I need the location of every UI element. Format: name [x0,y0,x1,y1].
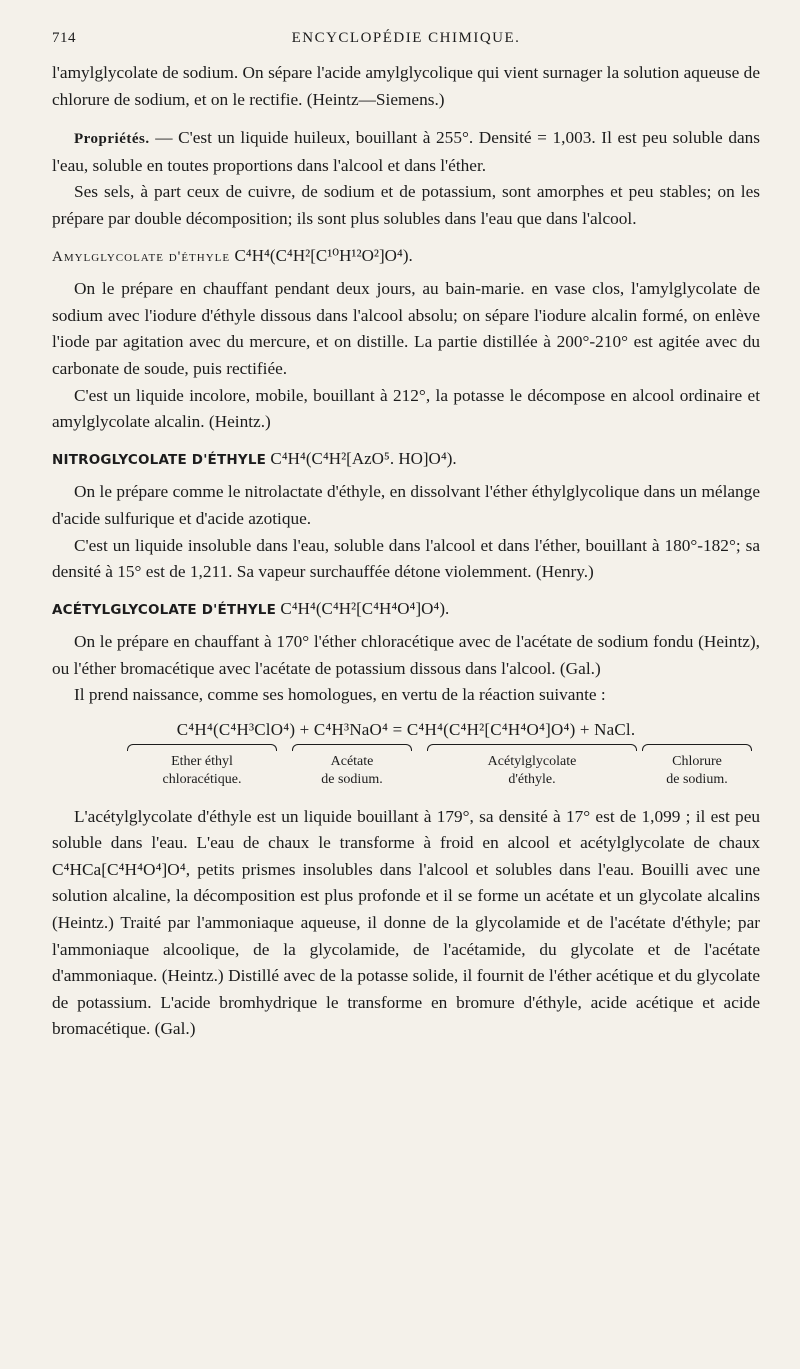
label-line: de sodium. [321,771,383,787]
product-label [427,744,637,789]
paragraph: On le prépare en chauffant pendant deux jours, au bain-marie. en vase clos, l'amylglycolate de sodium avec l'iodure d'éthyle dissous dans l'alcool absolu; on sépare l'iodure alcalin formé, on enlève l'iode par agitation avec du mercure, et on distille. La partie distillée à 200°-210° est agitée avec du carbonate de soude, puis rectifiée. [52,279,760,378]
label-line: d'éthyle. [508,771,556,787]
heading-label: NITROGLYCOLATE D'ÉTHYLE [52,451,267,468]
label-line: Chlorure [672,753,722,769]
properties-paragraph [52,125,760,179]
product-label [642,744,752,789]
page-number: 714 [52,30,76,46]
heading-label: Amylglycolate d'éthyle [52,248,231,265]
brace-line [127,744,277,751]
brace-line [427,744,637,751]
running-title: ENCYCLOPÉDIE CHIMIQUE. [291,30,521,46]
chemical-formula: C⁴H⁴(C⁴H²[C¹⁰H¹²O²]O⁴). [234,245,413,265]
reactant-label [292,744,412,789]
paragraph-text: — C'est un liquide huileux, bouillant à 255°. Densité = 1,003. Il est peu soluble dans l'eau, soluble en toutes proportions dans l'alcool et dans l'éther. [52,128,760,175]
section-heading-amylglycolate [52,243,760,271]
label-line: de sodium. [666,771,728,787]
chemical-formula: C⁴H⁴(C⁴H²[C⁴H⁴O⁴]O⁴). [280,598,450,618]
paragraph: Il prend naissance, comme ses homologues, en vertu de la réaction suivante : [74,685,606,705]
reaction-equation: C⁴H⁴(C⁴H³ClO⁴) + C⁴H³NaO⁴ = C⁴H⁴(C⁴H²[C⁴H⁴O⁴]O⁴) + NaCl. [176,720,636,740]
section-heading-acetylglycolate [52,596,760,624]
reactant-label [127,744,277,789]
chemical-formula: C⁴H⁴(C⁴H²[AzO⁵. HO]O⁴). [270,448,457,468]
paragraph: C'est un liquide incolore, mobile, bouillant à 212°, la potasse le décompose en alcool ordinaire et amylglycolate alcalin. (Heintz.) [52,385,760,432]
section-heading-nitroglycolate [52,446,760,474]
heading-label: ACÉTYLGLYCOLATE D'ÉTHYLE [52,601,277,618]
running-header [52,30,760,56]
page-body [52,60,760,1043]
label-line: Acétylglycolate [487,753,577,769]
brace-line [292,744,412,751]
paragraph: l'amylglycolate de sodium. On sépare l'acide amylglycolique qui vient surnager la solution aqueuse de chlorure de sodium, et on le rectifie. (Heintz—Siemens.) [52,63,760,109]
label-line: Ether éthyl [171,753,233,769]
label-line: Acétate [330,753,374,769]
reaction-labels [52,744,760,790]
brace-line [642,744,752,751]
section-run-in-heading: Propriétés. [74,131,150,148]
paragraph: On le prépare en chauffant à 170° l'éther chloracétique avec de l'acétate de sodium fondu (Heintz), ou l'éther bromacétique avec l'acétate de potassium dissous dans l'alcool. (Gal.) [52,632,760,678]
label-line: chloracétique. [162,771,242,787]
paragraph: Ses sels, à part ceux de cuivre, de sodium et de potassium, sont amorphes et peu stables; on les prépare par double décomposition; ils sont plus solubles dans l'eau que dans l'alcool. [52,182,760,228]
paragraph: C'est un liquide insoluble dans l'eau, soluble dans l'alcool et dans l'éther, bouillant à 180°-182°; sa densité à 15° est de 1,211. Sa vapeur surchauffée détone violemment. (Henry.) [52,535,760,582]
paragraph: L'acétylglycolate d'éthyle est un liquide bouillant à 179°, sa densité à 17° est de 1,099 ; il est peu soluble dans l'eau. L'eau de chaux le transforme à froid en alcool et acétylglycolate de chaux C⁴HCa[C⁴H⁴O⁴]O⁴, petits prismes insolubles dans l'alcool et solubles dans l'eau. Bouilli avec une solution alcaline, la décomposition est plus profonde et il se forme un acétate et un glycolate alcalins (Heintz.) Traité par l'ammoniaque aqueuse, il donne de la glycolamide et de l'acétate d'éthyle; par l'ammoniaque alcoolique, de la glycolamide, de l'acétamide, du glycolate et de l'acétate d'ammoniaque. (Heintz.) Distillé avec de la potasse solide, il fournit de l'éther acétique et du glycolate de potassium. L'acide bromhydrique le transforme en bromure d'éthyle, acide acétique et acide bromacétique. (Gal.) [52,806,760,1039]
paragraph: On le prépare comme le nitrolactate d'éthyle, en dissolvant l'éther éthylglycolique dans un mélange d'acide sulfurique et d'acide azotique. [52,482,760,528]
